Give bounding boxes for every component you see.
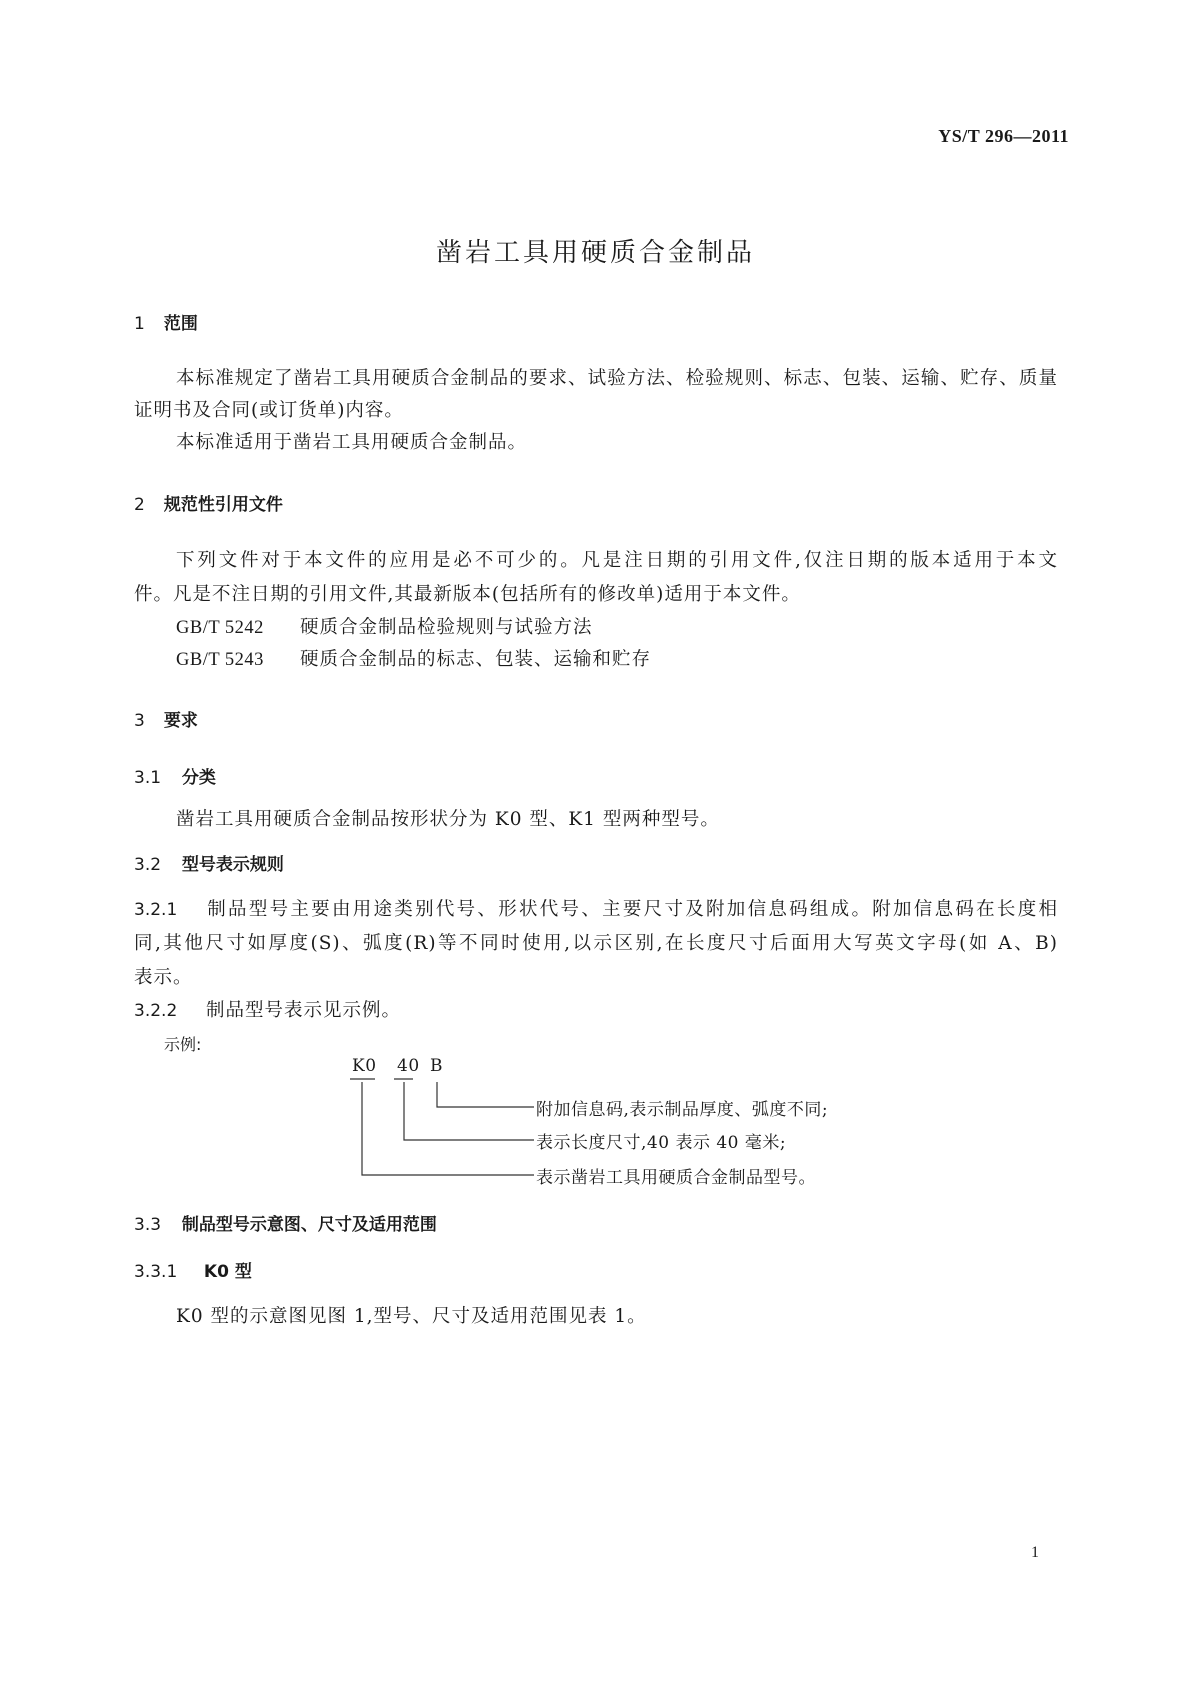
section-1-para-1-line-1: 本标准规定了凿岩工具用硬质合金制品的要求、试验方法、检验规则、标志、包装、运输、贮存、质量 (176, 368, 1058, 389)
clause-text: 制品型号主要由用途类别代号、形状代号、主要尺寸及附加信息码组成。附加信息码在长度相 (206, 899, 1058, 920)
clause-text: 制品型号表示见示例。 (206, 1000, 402, 1021)
reference-title: 硬质合金制品检验规则与试验方法 (300, 617, 593, 638)
clause-3-2-1-line-3: 表示。 (134, 967, 193, 988)
section-3-3-1-heading (134, 1257, 252, 1282)
example-code-40: 40 (397, 1056, 420, 1076)
section-2-para-line-2: 件。凡是不注日期的引用文件,其最新版本(包括所有的修改单)适用于本文件。 (134, 584, 801, 605)
section-number: 1 (134, 314, 145, 334)
section-3-3-heading (134, 1210, 437, 1235)
example-code-b: B (430, 1056, 443, 1076)
section-title: 制品型号示意图、尺寸及适用范围 (181, 1215, 437, 1235)
example-code-k0: K0 (352, 1056, 377, 1076)
section-number: 3.2 (134, 855, 162, 875)
clause-number: 3.2.1 (134, 900, 178, 920)
example-desc-k0: 表示凿岩工具用硬质合金制品型号。 (536, 1168, 816, 1188)
section-number: 2 (134, 495, 145, 515)
page-number: 1 (1031, 1544, 1039, 1561)
leader-40 (404, 1082, 534, 1140)
example-desc-b: 附加信息码,表示制品厚度、弧度不同; (536, 1100, 829, 1120)
section-title: 范围 (163, 314, 198, 334)
document-title: 凿岩工具用硬质合金制品 (435, 238, 755, 268)
section-title: K0 型 (203, 1262, 252, 1282)
section-number: 3.1 (134, 768, 162, 788)
reference-code: GB/T 5242 (176, 618, 264, 638)
section-number: 3.3 (134, 1215, 162, 1235)
section-title: 分类 (181, 768, 216, 788)
section-1-para-2: 本标准适用于凿岩工具用硬质合金制品。 (176, 432, 528, 453)
example-label: 示例: (164, 1035, 202, 1054)
standard-number: YS/T 296—2011 (938, 126, 1069, 146)
section-title: 型号表示规则 (181, 855, 284, 875)
section-number: 3.3.1 (134, 1262, 178, 1282)
section-2-para-line-1: 下列文件对于本文件的应用是必不可少的。凡是注日期的引用文件,仅注日期的版本适用于本文 (176, 550, 1058, 571)
clause-3-2-1-line-2: 同,其他尺寸如厚度(S)、弧度(R)等不同时使用,以示区别,在长度尺寸后面用大写英文字母(如 A、B) (134, 933, 1058, 954)
section-title: 规范性引用文件 (163, 495, 283, 515)
leader-b (437, 1082, 534, 1107)
section-title: 要求 (163, 711, 198, 731)
clause-number: 3.2.2 (134, 1001, 178, 1021)
leader-k0 (362, 1082, 534, 1175)
section-number: 3 (134, 711, 145, 731)
section-1-para-1-line-2: 证明书及合同(或订货单)内容。 (134, 400, 404, 421)
reference-title: 硬质合金制品的标志、包装、运输和贮存 (300, 649, 652, 670)
reference-code: GB/T 5243 (176, 650, 264, 670)
section-3-1-para: 凿岩工具用硬质合金制品按形状分为 K0 型、K1 型两种型号。 (176, 809, 720, 830)
section-3-3-1-para: K0 型的示意图见图 1,型号、尺寸及适用范围见表 1。 (176, 1306, 647, 1327)
example-desc-40: 表示长度尺寸,40 表示 40 毫米; (536, 1133, 787, 1153)
